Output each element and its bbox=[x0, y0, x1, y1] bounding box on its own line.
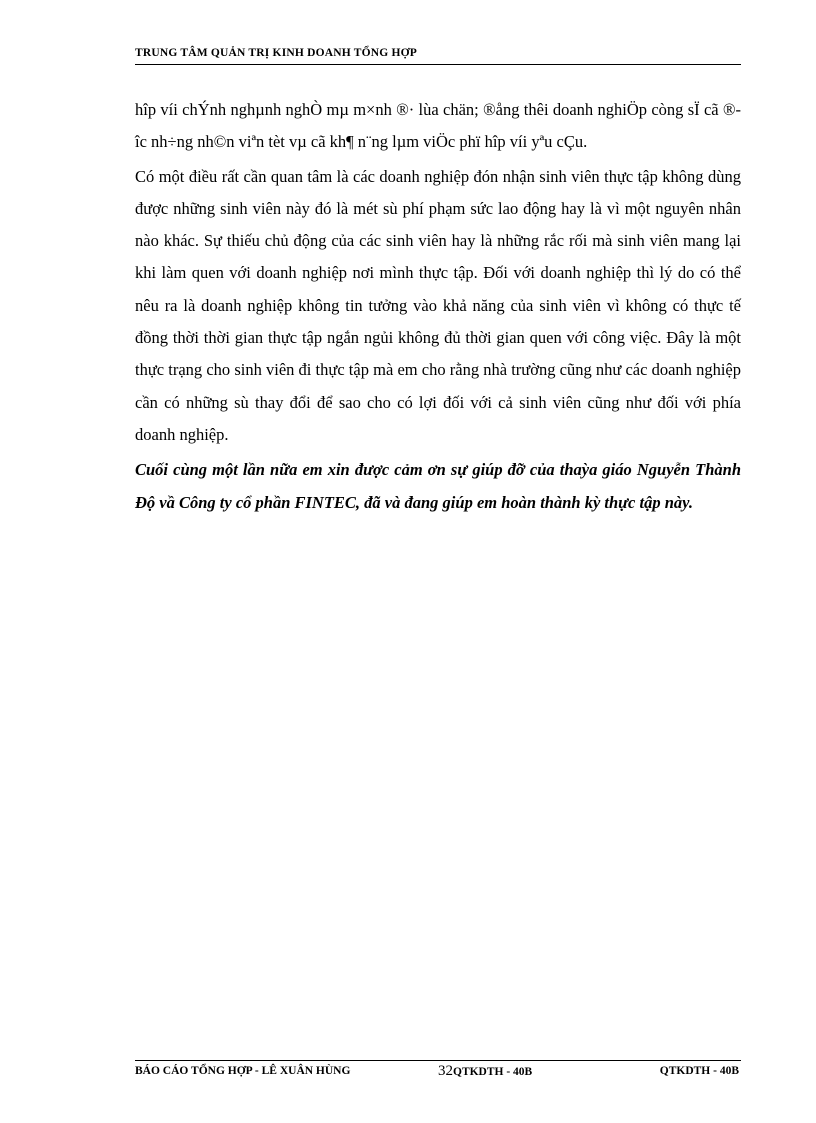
footer-author: BÁO CÁO TỔNG HỢP - LÊ XUÂN HÙNG bbox=[135, 1065, 351, 1077]
header-title: TRUNG TÂM QUẢN TRỊ KINH DOANH TỔNG HỢP bbox=[135, 47, 418, 59]
document-body bbox=[135, 94, 741, 519]
footer-center-code: QTKDTH - 40B bbox=[453, 1066, 533, 1078]
page-footer bbox=[135, 1060, 741, 1083]
paragraph-2: Có một điều rất cần quan tâm là các doanh nghiệp đón nhận sinh viên thực tập không dùng được những sinh viên này đó là mét sù phí phạm sức lao động hay là vì một nguyên nhân nào khác. Sự thiếu chủ động của các sinh viên hay là những rắc rối mà sinh viên mang lại khi làm quen với doanh nghiệp nơi mình thực tập. Đối với doanh nghiệp thì lý do có thể nêu ra là doanh nghiệp không tin tưởng vào khả năng của sinh viên vì không có thực tế đồng thời thời gian thực tập ngắn ngủi không đủ thời gian quen với công việc. Đây là một thực trạng cho sinh viên đi thực tập mà em cho rằng nhà trường cũng như các doanh nghiệp cần có những sù thay đổi để sao cho có lợi đối với cả sinh viên cũng như đối với phía doanh nghiệp. bbox=[135, 166, 741, 444]
page-number: 32 bbox=[438, 1063, 453, 1079]
closing-paragraph: Cuối cùng một lần nữa em xin được cảm ơn sự giúp đỡ của thaỳa giáo Nguyễn Thành Độ vầ Công ty cổ phần FINTEC, đã và đang giúp em hoàn thành kỳ thực tập này. bbox=[135, 460, 741, 512]
footer-center bbox=[438, 1062, 532, 1080]
page-header bbox=[135, 44, 741, 65]
paragraph-1: hîp víi chÝnh nghµnh nghÒ mµ m×nh ®· lùa chän; ®ång thêi doanh nghiÖp còng sÏ cã ®îc nh÷ng nh©n viªn tèt vµ cã kh¶ n¨ng lµm viÖc phï hîp víi yªu cÇu. bbox=[135, 100, 741, 152]
footer-right-code: QTKDTH - 40B bbox=[659, 1065, 739, 1077]
